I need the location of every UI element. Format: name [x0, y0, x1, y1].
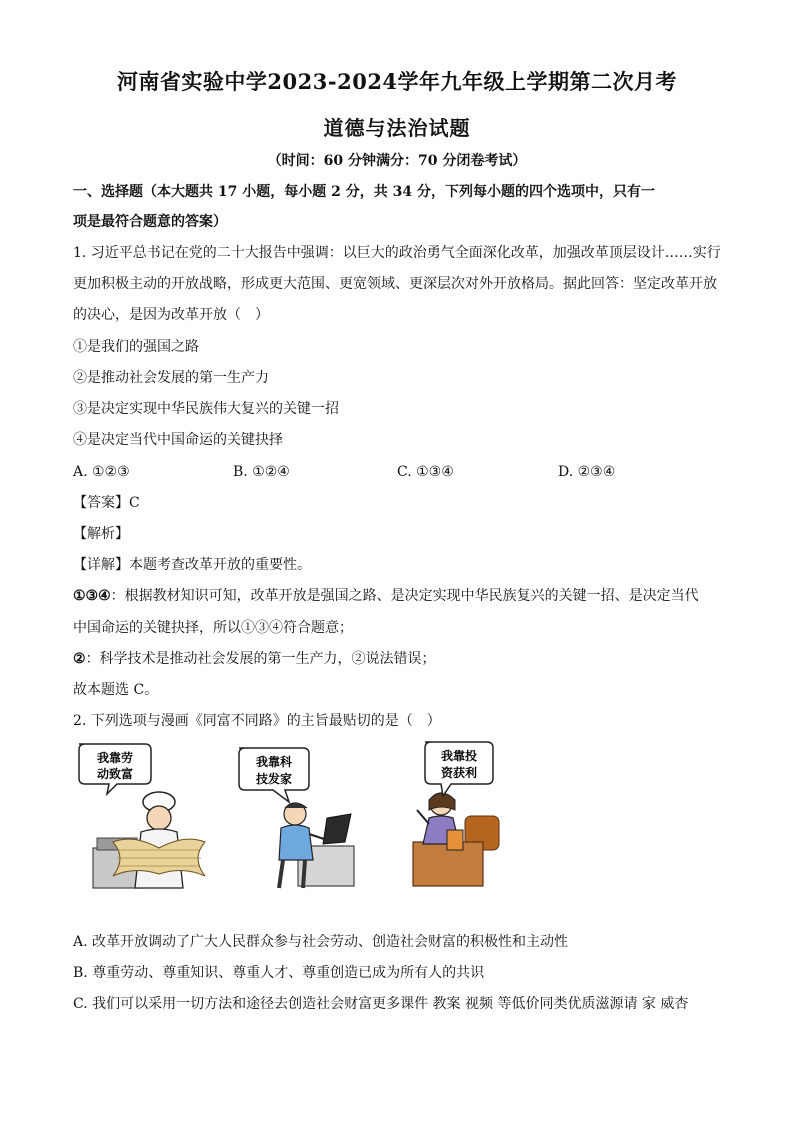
q1-option-a: A. ①②③ [73, 464, 130, 480]
q1-explanation-line2: 中国命运的关键抉择，所以①③④符合题意； [73, 620, 353, 636]
q1-detail: 【详解】本题考查改革开放的重要性。 [73, 557, 311, 573]
q2-option-c: C. 我们可以采用一切方法和途径去创造社会财富更多课件 教案 视频 等低价同类优质滋源请 家 威杏 [73, 996, 689, 1012]
exam-subject: 道德与法治试题 [323, 116, 471, 140]
q2-stem: 2. 下列选项与漫画《同富不同路》的主旨最贴切的是（ ） [73, 713, 441, 729]
section-heading-line1: 一、选择题（本大题共 17 小题，每小题 2 分，共 34 分，下列每小题的四个选项中，只有一 [73, 184, 655, 200]
exam-meta: （时间：60 分钟满分：70 分闭卷考试） [267, 153, 527, 169]
q1-stem-line2: 更加积极主动的开放战略，形成更大范围、更宽领域、更深层次对外开放格局。据此回答：坚定改革开放 [73, 276, 717, 292]
q1-option-b: B. ①②④ [233, 464, 290, 480]
bubble-3-line2: 资获利 [440, 766, 478, 780]
q1-stem-line3: 的决心，是因为改革开放（ ） [73, 307, 269, 323]
q1-explanation-line3 [73, 649, 723, 669]
bubble-2-line1: 我靠科 [255, 755, 293, 769]
bubble-2-line2: 技发家 [255, 772, 293, 786]
q1-explanation-wrong-choice: ② [73, 651, 86, 667]
q2-comic [73, 738, 505, 894]
bubble-1-line1: 我靠劳 [96, 751, 134, 765]
bubble-1-line2: 动致富 [96, 767, 134, 781]
section-heading-line2: 项是最符合题意的答案） [73, 214, 227, 230]
q1-option-c: C. ①③④ [397, 464, 454, 480]
q1-statement-4: ④是决定当代中国命运的关键抉择 [73, 432, 283, 448]
q1-statement-2: ②是推动社会发展的第一生产力 [73, 370, 269, 386]
q2-option-b: B. 尊重劳动、尊重知识、尊重人才、尊重创造已成为所有人的共识 [73, 965, 485, 981]
q1-explanation-choice: ①③④ [73, 588, 111, 604]
q2-option-a: A. 改革开放调动了广大人民群众参与社会劳动、创造社会财富的积极性和主动性 [73, 934, 569, 950]
q1-statement-3: ③是决定实现中华民族伟大复兴的关键一招 [73, 401, 339, 417]
bubble-3-line1: 我靠投 [440, 749, 478, 763]
q1-statement-1: ①是我们的强国之路 [73, 339, 199, 355]
q1-explanation-text: ：根据教材知识可知，改革开放是强国之路、是决定实现中华民族复兴的关键一招、是决定当代 [110, 588, 699, 604]
q1-explanation-wrong-text: ：科学技术是推动社会发展的第一生产力，②说法错误； [85, 651, 436, 667]
q1-stem-line1: 1. 习近平总书记在党的二十大报告中强调：以巨大的政治勇气全面深化改革，加强改革顶层设计……实行 [73, 245, 721, 261]
q1-conclusion: 故本题选 C。 [73, 682, 159, 698]
q1-option-d: D. ②③④ [558, 464, 616, 480]
q1-explanation-line1 [73, 586, 723, 606]
q1-analysis-heading: 【解析】 [73, 526, 129, 542]
exam-title: 河南省实验中学2023-2024学年九年级上学期第二次月考 [116, 69, 678, 94]
q1-answer: 【答案】C [73, 495, 140, 511]
